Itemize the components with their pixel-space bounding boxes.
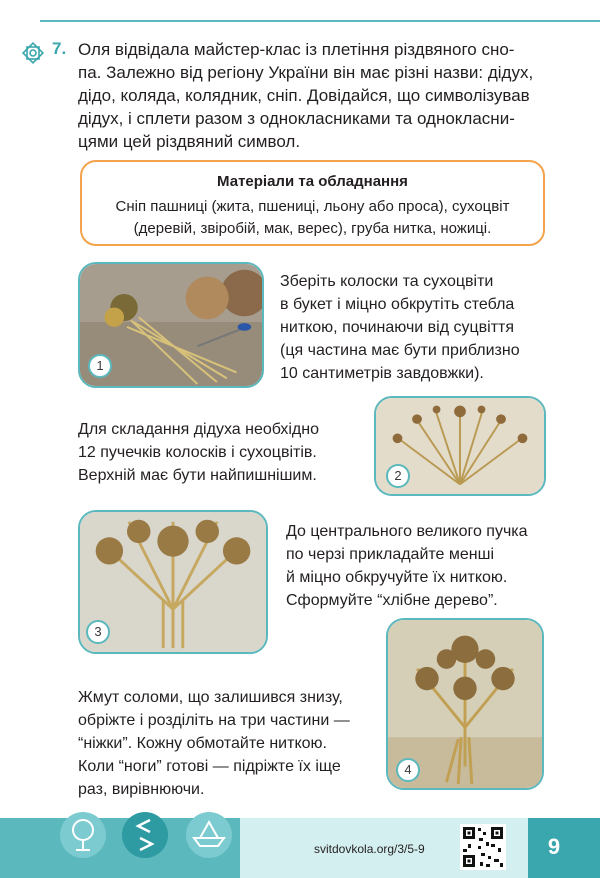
compare-signs-icon xyxy=(122,812,168,858)
task-line: па. Залежно від регіону України він має різні назви: дідух, xyxy=(78,63,534,82)
step-2-photo xyxy=(374,396,546,496)
step-2-badge: 2 xyxy=(386,464,410,488)
qr-code-icon[interactable] xyxy=(460,824,506,870)
step-4-line: Жмут соломи, що залишився знизу, xyxy=(78,689,343,706)
materials-box xyxy=(80,160,545,246)
page-number: 9 xyxy=(547,834,561,859)
step-1-badge: 1 xyxy=(88,354,112,378)
step-3-line: по черзі прикладайте менші xyxy=(286,546,494,563)
step-1-line: в букет і міцно обкрутіть стебла xyxy=(280,296,515,313)
step-1-line: (ця частина має бути приблизно xyxy=(280,342,520,359)
top-divider-line xyxy=(40,20,600,22)
step-3-line: До центрального великого пучка xyxy=(286,523,528,540)
task-line: дідо, коляда, колядник, сніп. Довідайся, що символізував xyxy=(78,86,530,105)
task-line: цями цей різдвяний символ. xyxy=(78,132,301,151)
step-1-photo xyxy=(78,262,264,388)
task-number: 7. xyxy=(52,39,67,58)
step-2-line: Верхній має бути найпишнішим. xyxy=(78,467,317,484)
step-4-line: раз, вирівнюючи. xyxy=(78,781,205,798)
step-3-line: Сформуйте “хлібне дерево”. xyxy=(286,592,498,609)
step-4-line: Коли “ноги” готові — підріжте їх іще xyxy=(78,758,341,775)
step-4-text xyxy=(78,686,350,801)
step-1-line: ниткою, починаючи від суцвіття xyxy=(280,319,515,336)
task-description xyxy=(78,38,548,153)
materials-line: (деревій, звіробій, мак, верес), груба нитка, ножиці. xyxy=(133,220,492,237)
materials-line: Сніп пашниці (жита, пшениці, льону або проса), сухоцвіт xyxy=(115,198,510,215)
step-4-badge: 4 xyxy=(396,758,420,782)
step-1-line: 10 сантиметрів завдовжки). xyxy=(280,365,484,382)
step-4-photo xyxy=(386,618,544,790)
step-3-text xyxy=(286,520,528,612)
task-line: дідух, і сплети разом з однокласниками та однокласни- xyxy=(78,109,515,128)
materials-title: Матеріали та обладнання xyxy=(217,173,408,190)
step-1-line: Зберіть колоски та сухоцвіти xyxy=(280,273,494,290)
step-3-line: й міцно обкручуйте їх ниткою. xyxy=(286,569,508,586)
step-2-line: Для складання дідуха необхідно xyxy=(78,421,319,438)
gear-puzzle-icon xyxy=(18,40,48,66)
step-2-line: 12 пучечків колосків і сухоцвітів. xyxy=(78,444,317,461)
paper-boat-icon xyxy=(186,812,232,858)
task-line: Оля відвідала майстер-клас із плетіння різдвяного сно- xyxy=(78,40,515,59)
step-3-badge: 3 xyxy=(86,620,110,644)
materials-list xyxy=(82,196,543,240)
website-url[interactable]: svitdovkola.org/3/5-9 xyxy=(314,842,425,856)
step-3-photo xyxy=(78,510,268,654)
step-4-line: обріжте і розділіть на три частини — xyxy=(78,712,350,729)
step-1-text xyxy=(280,270,520,385)
tree-icon xyxy=(60,812,106,858)
step-2-text xyxy=(78,418,319,487)
step-4-line: “ніжки”. Кожну обмотайте ниткою. xyxy=(78,735,327,752)
